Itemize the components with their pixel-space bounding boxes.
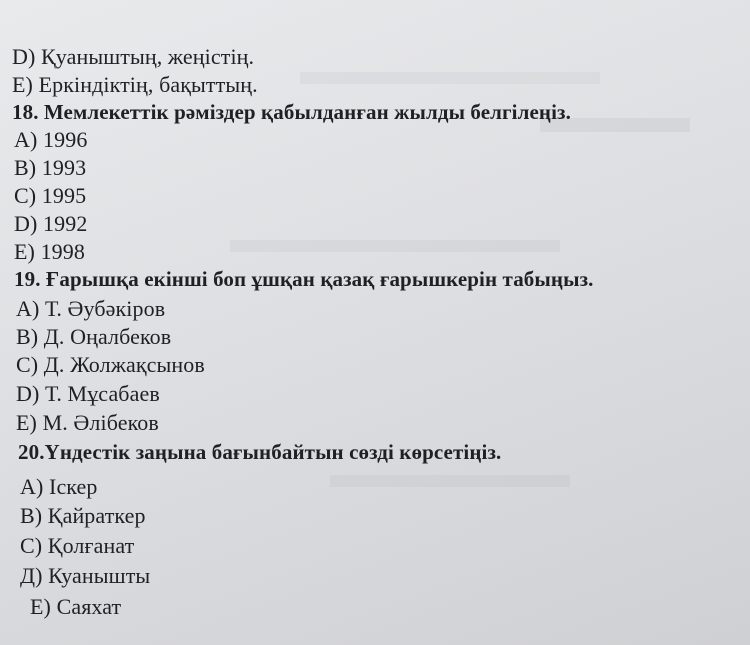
option-line: D) 1992	[14, 211, 88, 236]
option-line: E) Еркіндіктің, бақыттың.	[12, 72, 258, 97]
option-line: B) Қайраткер	[20, 503, 146, 528]
option-line: C) Д. Жолжақсынов	[16, 352, 205, 377]
option-line: D) Т. Мұсабаев	[16, 381, 160, 406]
option-line: C) Қолғанат	[20, 533, 135, 558]
option-line: A) Т. Әубәкіров	[16, 296, 166, 321]
question-20: 20.Үндестік заңына бағынбайтын сөзді көрсетіңіз.	[18, 440, 502, 464]
question-18: 18. Мемлекеттік рәміздер қабылданған жылды белгілеңіз.	[12, 100, 571, 124]
option-line: Д) Куанышты	[20, 563, 151, 588]
bleed-through-mark	[300, 72, 600, 84]
bleed-through-mark	[330, 475, 570, 487]
option-line: E) Саяхат	[30, 594, 122, 619]
option-line: A) Іскер	[20, 474, 98, 499]
option-line: E) М. Әлібеков	[16, 410, 159, 435]
option-line: D) Қуаныштың, жеңістің.	[12, 44, 255, 69]
option-line: B) Д. Оңалбеков	[16, 324, 172, 349]
option-line: A) 1996	[14, 127, 88, 152]
option-line: C) 1995	[14, 183, 87, 208]
option-line: E) 1998	[14, 239, 85, 264]
bleed-through-mark	[230, 240, 560, 252]
option-line: B) 1993	[14, 155, 87, 180]
question-19: 19. Ғарышқа екінші боп ұшқан қазақ ғарышкерін табыңыз.	[14, 267, 594, 291]
